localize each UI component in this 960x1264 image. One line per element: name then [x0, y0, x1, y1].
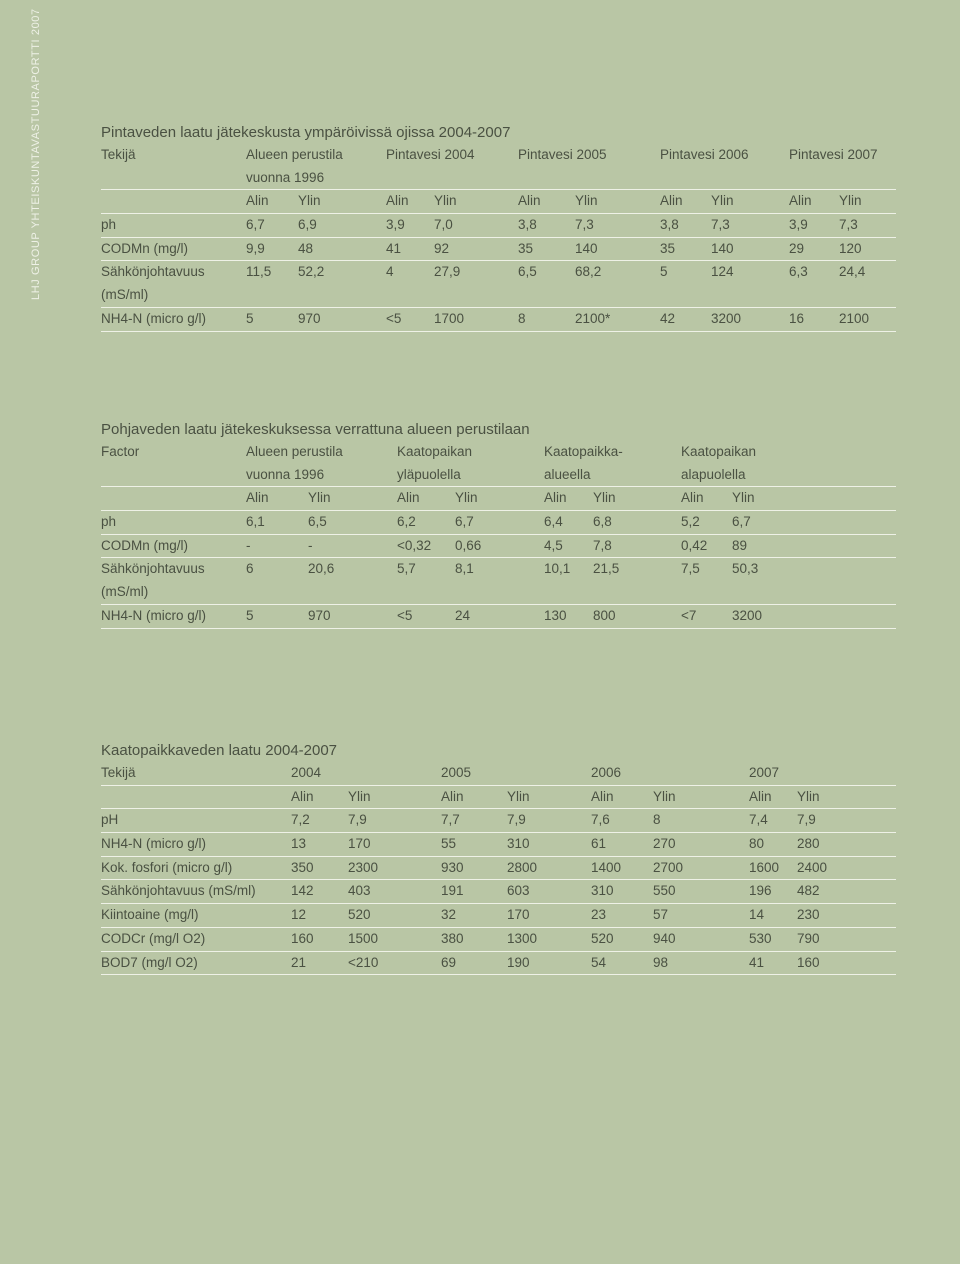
row-label: Kiintoaine (mg/l): [101, 907, 199, 923]
groundwater-table-title: Pohjaveden laatu jätekeskuksessa verrattuna alueen perustilaan: [101, 421, 530, 438]
row-label: NH4-N (micro g/l): [101, 836, 207, 852]
table-cell: 41: [386, 240, 402, 256]
table-cell: 5,7: [397, 561, 416, 577]
table-cell: 130: [544, 607, 567, 623]
table-cell: 21: [291, 954, 307, 970]
table-cell: Ylin: [434, 193, 457, 209]
table-cell: 190: [507, 954, 530, 970]
table-cell: 5,2: [681, 514, 700, 530]
table-cell: 4,5: [544, 537, 563, 553]
table-cell: Alueen perustila: [246, 147, 343, 162]
table-cell: 29: [789, 240, 805, 256]
row-label: CODMn (mg/l): [101, 537, 188, 553]
surface-water-section: [101, 122, 896, 332]
table-cell: 7,5: [681, 561, 700, 577]
table-cell: 940: [653, 930, 676, 946]
table-cell: -: [246, 537, 251, 553]
table-cell: 16: [789, 310, 805, 326]
table-row: [101, 441, 896, 464]
table-cell: alapuolella: [681, 466, 746, 482]
table-cell: 5: [246, 310, 254, 326]
table-cell: Alin: [291, 788, 314, 804]
table-cell: 1300: [507, 930, 538, 946]
table-row: [101, 605, 896, 629]
table-cell: Ylin: [298, 193, 321, 209]
table-cell: 8: [518, 310, 526, 326]
leachate-table: [101, 762, 896, 975]
table-cell: 310: [507, 836, 530, 852]
table-cell: 800: [593, 607, 616, 623]
table-cell: 140: [711, 240, 734, 256]
table-cell: 68,2: [575, 264, 602, 280]
table-cell: 170: [348, 836, 371, 852]
table-cell: 6,4: [544, 514, 563, 530]
table-cell: 52,2: [298, 264, 325, 280]
table-cell: Ylin: [507, 788, 530, 804]
table-row: [101, 487, 896, 511]
table-cell: 270: [653, 836, 676, 852]
table-row: [101, 904, 896, 928]
table-cell: Alin: [246, 490, 269, 506]
table-cell: vuonna 1996: [246, 169, 325, 185]
table-row: [101, 928, 896, 952]
table-cell: 7,7: [441, 812, 460, 828]
table-cell: Ylin: [455, 490, 478, 506]
table-cell: 6,7: [732, 514, 751, 530]
table-cell: 3200: [711, 310, 742, 326]
table-cell: 550: [653, 883, 676, 899]
table-cell: 1600: [749, 859, 780, 875]
table-row: [101, 952, 896, 976]
table-cell: 27,9: [434, 264, 461, 280]
table-cell: 6: [246, 561, 254, 577]
table-cell: Alin: [749, 788, 772, 804]
table-cell: 7,3: [575, 217, 594, 233]
table-row: [101, 857, 896, 881]
table-cell: Alin: [397, 490, 420, 506]
table-cell: 6,5: [518, 264, 537, 280]
table-cell: 7,8: [593, 537, 612, 553]
table-cell: 7,2: [291, 812, 310, 828]
table-cell: 20,6: [308, 561, 335, 577]
table-cell: 48: [298, 240, 314, 256]
table-row: [101, 880, 896, 904]
table-cell: 930: [441, 859, 464, 875]
table-cell: 970: [308, 607, 331, 623]
table-row: [101, 261, 896, 284]
table-cell: 350: [291, 859, 314, 875]
table-cell: Pintavesi 2006: [660, 147, 749, 162]
table-cell: 35: [660, 240, 676, 256]
table-cell: alueella: [544, 466, 591, 482]
table-cell: 32: [441, 907, 457, 923]
table-row: [101, 535, 896, 559]
table-cell: <5: [386, 310, 402, 326]
groundwater-table: [101, 441, 896, 629]
table-cell: Pintavesi 2005: [518, 147, 607, 162]
row-label: ph: [101, 217, 117, 233]
row-label: Tekijä: [101, 147, 136, 162]
table-cell: 54: [591, 954, 607, 970]
table-cell: Alin: [660, 193, 683, 209]
table-cell: 57: [653, 907, 669, 923]
table-cell: Alin: [591, 788, 614, 804]
row-label: (mS/ml): [101, 287, 149, 303]
table-cell: 41: [749, 954, 765, 970]
table-cell: 89: [732, 537, 748, 553]
surface-water-table: [101, 144, 896, 332]
table-cell: Alin: [441, 788, 464, 804]
table-cell: 520: [591, 930, 614, 946]
row-label: Sähkönjohtavuus (mS/ml): [101, 883, 256, 899]
table-row: [101, 762, 896, 786]
row-label: Kok. fosfori (micro g/l): [101, 859, 233, 875]
table-cell: 520: [348, 907, 371, 923]
table-cell: 10,1: [544, 561, 571, 577]
table-cell: 310: [591, 883, 614, 899]
table-cell: <5: [397, 607, 413, 623]
table-cell: 482: [797, 883, 820, 899]
table-cell: 160: [797, 954, 820, 970]
table-cell: 142: [291, 883, 314, 899]
table-cell: 7,0: [434, 217, 453, 233]
table-cell: Kaatopaikan: [397, 444, 473, 459]
table-cell: Ylin: [839, 193, 862, 209]
table-cell: 170: [507, 907, 530, 923]
table-cell: 55: [441, 836, 457, 852]
table-cell: Alueen perustila: [246, 444, 343, 459]
row-label: (mS/ml): [101, 584, 149, 600]
table-cell: 6,5: [308, 514, 327, 530]
table-cell: 2100: [839, 310, 870, 326]
table-cell: 790: [797, 930, 820, 946]
table-cell: 3,9: [386, 217, 405, 233]
table-cell: 2300: [348, 859, 379, 875]
table-cell: 3,8: [518, 217, 537, 233]
table-cell: 92: [434, 240, 450, 256]
table-row: [101, 308, 896, 332]
table-row: [101, 581, 896, 605]
table-cell: Kaatopaikka-: [544, 444, 623, 459]
table-cell: Alin: [544, 490, 567, 506]
table-cell: 13: [291, 836, 307, 852]
table-cell: 50,3: [732, 561, 759, 577]
table-cell: 3,8: [660, 217, 679, 233]
table-cell: 403: [348, 883, 371, 899]
table-cell: vuonna 1996: [246, 466, 325, 482]
table-cell: 970: [298, 310, 321, 326]
table-cell: 7,9: [348, 812, 367, 828]
table-cell: Alin: [246, 193, 269, 209]
table-cell: 61: [591, 836, 607, 852]
row-label: ph: [101, 514, 117, 530]
table-cell: 35: [518, 240, 534, 256]
table-cell: 4: [386, 264, 394, 280]
table-cell: Ylin: [711, 193, 734, 209]
row-label: NH4-N (micro g/l): [101, 607, 207, 623]
table-cell: 0,42: [681, 537, 708, 553]
table-cell: 2700: [653, 859, 684, 875]
table-cell: Alin: [681, 490, 704, 506]
table-cell: Alin: [518, 193, 541, 209]
table-cell: 7,3: [839, 217, 858, 233]
sidebar-report-title: LHJ GROUP YHTEISKUNTAVASTUURAPORTTI 2007: [30, 8, 42, 300]
table-cell: 6,9: [298, 217, 317, 233]
table-cell: Ylin: [732, 490, 755, 506]
table-row: [101, 214, 896, 238]
table-cell: 24: [455, 607, 471, 623]
table-cell: Ylin: [653, 788, 676, 804]
table-cell: 6,7: [246, 217, 265, 233]
table-cell: 24,4: [839, 264, 866, 280]
table-cell: 230: [797, 907, 820, 923]
table-cell: Alin: [386, 193, 409, 209]
table-cell: Alin: [789, 193, 812, 209]
table-cell: 3200: [732, 607, 763, 623]
table-cell: 8: [653, 812, 661, 828]
table-cell: 0,66: [455, 537, 482, 553]
row-label: CODMn (mg/l): [101, 240, 188, 256]
table-cell: 14: [749, 907, 765, 923]
leachate-section: [101, 740, 896, 975]
table-cell: Ylin: [348, 788, 371, 804]
table-cell: 280: [797, 836, 820, 852]
table-cell: 42: [660, 310, 676, 326]
table-cell: 3,9: [789, 217, 808, 233]
table-row: [101, 190, 896, 214]
table-row: [101, 238, 896, 262]
table-cell: 2800: [507, 859, 538, 875]
table-cell: 6,8: [593, 514, 612, 530]
table-cell: 80: [749, 836, 765, 852]
surface-water-table-title: Pintaveden laatu jätekeskusta ympäröivissä ojissa 2004-2007: [101, 124, 511, 141]
table-cell: 69: [441, 954, 457, 970]
table-cell: 196: [749, 883, 772, 899]
table-row: [101, 558, 896, 581]
table-cell: 23: [591, 907, 607, 923]
table-row: [101, 167, 896, 191]
table-cell: -: [308, 537, 313, 553]
table-cell: 140: [575, 240, 598, 256]
table-cell: 7,9: [797, 812, 816, 828]
table-cell: Ylin: [797, 788, 820, 804]
row-label: NH4-N (micro g/l): [101, 310, 207, 326]
table-cell: yläpuolella: [397, 466, 461, 482]
table-cell: 2006: [591, 765, 622, 780]
table-cell: 1500: [348, 930, 379, 946]
row-label: BOD7 (mg/l O2): [101, 954, 198, 970]
table-row: [101, 833, 896, 857]
leachate-table-title: Kaatopaikkaveden laatu 2004-2007: [101, 742, 338, 759]
table-cell: 9,9: [246, 240, 265, 256]
row-label: Sähkönjohtavuus: [101, 561, 205, 577]
table-row: [101, 786, 896, 810]
table-cell: 21,5: [593, 561, 620, 577]
table-cell: 2007: [749, 765, 780, 780]
row-label: Sähkönjohtavuus: [101, 264, 205, 280]
table-cell: Ylin: [575, 193, 598, 209]
row-label: pH: [101, 812, 119, 828]
groundwater-section: [101, 419, 896, 629]
table-cell: 124: [711, 264, 734, 280]
table-cell: <0,32: [397, 537, 432, 553]
table-row: [101, 809, 896, 833]
table-cell: 2004: [291, 765, 322, 780]
table-cell: 6,7: [455, 514, 474, 530]
table-cell: 6,2: [397, 514, 416, 530]
row-label: Tekijä: [101, 765, 136, 780]
table-cell: 530: [749, 930, 772, 946]
table-cell: Ylin: [593, 490, 616, 506]
table-cell: 191: [441, 883, 464, 899]
table-cell: 2100*: [575, 310, 611, 326]
table-cell: 7,3: [711, 217, 730, 233]
table-cell: <7: [681, 607, 697, 623]
table-row: [101, 511, 896, 535]
table-cell: <210: [348, 954, 379, 970]
row-label: CODCr (mg/l O2): [101, 930, 206, 946]
table-cell: 603: [507, 883, 530, 899]
table-cell: 12: [291, 907, 307, 923]
table-cell: 2400: [797, 859, 828, 875]
table-row: [101, 284, 896, 308]
table-cell: 5: [660, 264, 668, 280]
table-cell: 7,4: [749, 812, 768, 828]
table-cell: Pintavesi 2007: [789, 147, 878, 162]
table-cell: Ylin: [308, 490, 331, 506]
table-cell: 5: [246, 607, 254, 623]
table-cell: 2005: [441, 765, 472, 780]
table-cell: 7,9: [507, 812, 526, 828]
table-cell: Pintavesi 2004: [386, 147, 475, 162]
table-cell: 6,1: [246, 514, 265, 530]
table-cell: 1700: [434, 310, 465, 326]
table-cell: 380: [441, 930, 464, 946]
table-cell: 120: [839, 240, 862, 256]
table-cell: 1400: [591, 859, 622, 875]
table-row: [101, 464, 896, 488]
table-cell: Kaatopaikan: [681, 444, 757, 459]
table-cell: 160: [291, 930, 314, 946]
table-cell: 8,1: [455, 561, 474, 577]
table-row: [101, 144, 896, 167]
row-label: Factor: [101, 444, 140, 459]
table-cell: 6,3: [789, 264, 808, 280]
table-cell: 98: [653, 954, 669, 970]
table-cell: 7,6: [591, 812, 610, 828]
table-cell: 11,5: [246, 264, 272, 280]
